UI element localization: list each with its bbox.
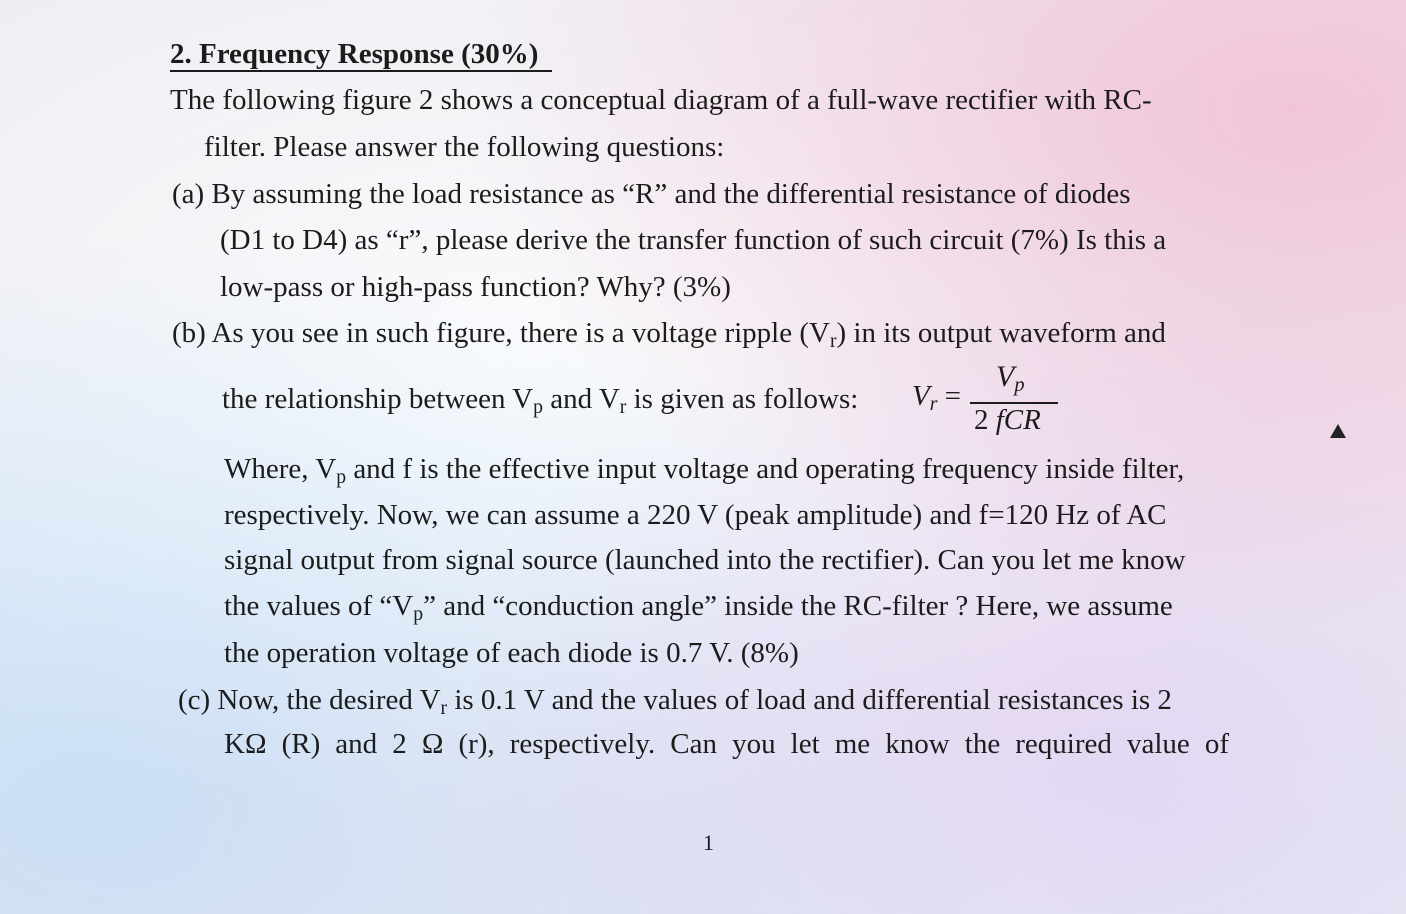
part-a-line-3: low-pass or high-pass function? Why? (3%) (220, 271, 731, 303)
part-b-line-7: the operation voltage of each diode is 0.7 V. (8%) (224, 637, 799, 669)
part-c-line-1: (c) Now, the desired $V_r$ is 0.1 V and the values of load and differential resistances is 2 (178, 684, 1172, 719)
intro-line-2: filter. Please answer the following questions: (204, 131, 725, 163)
page-number: 1 (703, 830, 714, 855)
equation-numerator: $V_p$ (996, 360, 1025, 397)
part-a-line-1: (a) By assuming the load resistance as “R” and the differential resistance of diodes (172, 178, 1131, 210)
part-a-line-2: (D1 to D4) as “r”, please derive the transfer function of such circuit (7%) Is this a (220, 224, 1167, 256)
mouse-cursor-icon (1330, 424, 1346, 438)
equation-lhs: $V_r$ = (912, 380, 961, 415)
equation-denominator: 2 fCR (974, 404, 1041, 436)
part-c-line-2: KΩ (R) and 2 Ω (r), respectively. Can you let me know the required value of (224, 728, 1229, 760)
intro-line-1: The following figure 2 shows a conceptual diagram of a full-wave rectifier with RC- (170, 84, 1152, 116)
part-b-line-5: signal output from signal source (launched into the rectifier). Can you let me know (224, 544, 1186, 576)
part-b-line-4: respectively. Now, we can assume a 220 V (peak amplitude) and f=120 Hz of AC (224, 499, 1167, 531)
ripple-equation (912, 360, 1062, 440)
part-b-where-line: Where, $V_p$ and f is the effective input voltage and operating frequency inside filter, (224, 453, 1185, 488)
part-b-line-2: the relationship between $V_p$ and $V_r$ is given as follows: (222, 383, 859, 418)
section-heading: 2. Frequency Response (30%) (170, 38, 552, 72)
part-b-line-1: (b) As you see in such figure, there is a voltage ripple $(V_r)$ in its output waveform and (172, 317, 1166, 352)
part-b-line-6: the values of “$V_p$” and “conduction angle” inside the RC-filter ? Here, we assume (224, 590, 1173, 625)
